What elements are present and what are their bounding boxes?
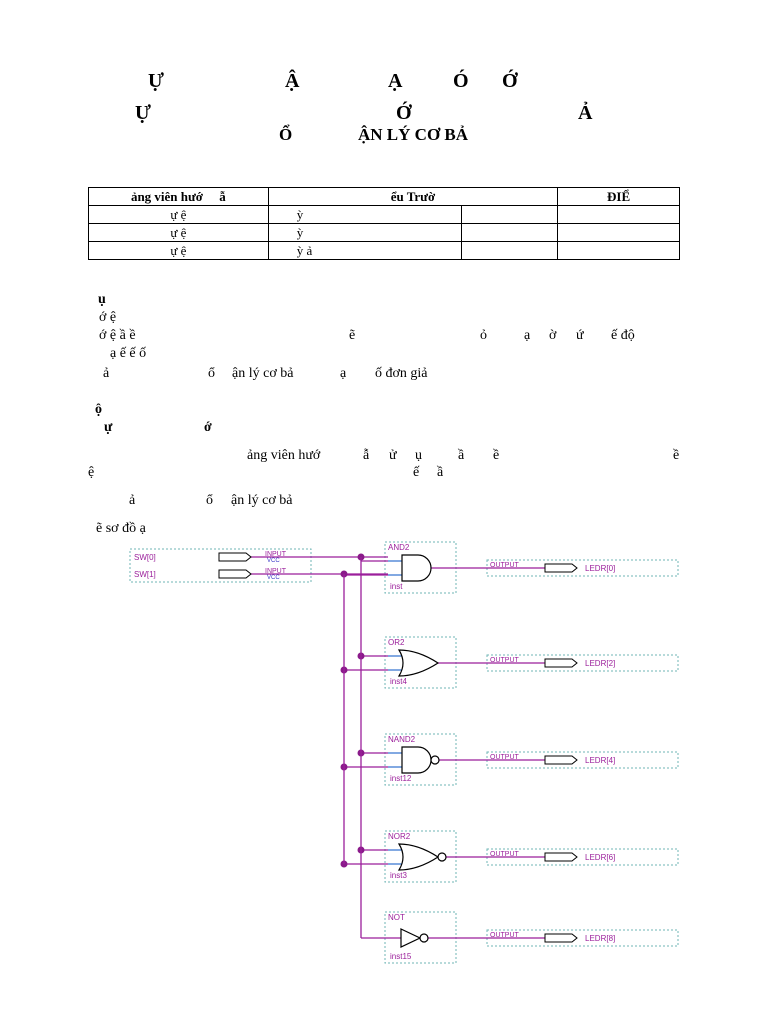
title-fragment: Ả [578, 102, 593, 124]
gate-instance-label: inst15 [390, 952, 412, 961]
input-pin-type: INPUT [265, 551, 286, 558]
inverter-bubble [420, 934, 428, 942]
gate-symbol [399, 844, 438, 870]
body-text: ổ [208, 366, 215, 381]
body-text: ổ [206, 493, 213, 508]
body-text: ận lý cơ bả [232, 366, 294, 381]
body-text: ề [673, 448, 680, 463]
table-cell: ự ệ [89, 224, 269, 242]
input-pin-name: SW[1] [134, 570, 156, 579]
title-fragment: Ổ [279, 125, 293, 144]
gate-type-label: NOR2 [388, 832, 411, 841]
gate-type-label: NOT [388, 913, 405, 922]
title-fragment: ẬN LÝ CƠ BẢ [358, 125, 469, 144]
section-heading: ộ [95, 402, 102, 417]
gate-type-label: NAND2 [388, 735, 416, 744]
body-text: ảng viên hướ [247, 448, 321, 463]
gate-type-label: AND2 [388, 543, 410, 552]
not-gate-symbol [401, 929, 420, 947]
body-text: ả [129, 493, 136, 508]
gate-instance-label: inst4 [390, 677, 407, 686]
input-pin-type: INPUT [265, 568, 286, 575]
output-pin-name: LEDR[2] [585, 659, 616, 668]
output-pin-type: OUTPUT [490, 754, 519, 761]
subheading: ự [104, 420, 113, 435]
gate-symbol [402, 555, 431, 581]
output-pin-type: OUTPUT [490, 562, 519, 569]
body-text: ớ ệ [99, 310, 117, 325]
table-cell: ỳ [268, 224, 462, 242]
output-pin-name: LEDR[6] [585, 853, 616, 862]
body-text: ờ [549, 328, 557, 343]
output-pin-symbol [545, 853, 577, 861]
title-fragment: Ậ [285, 70, 300, 92]
table-header-cell: ảng viên hướ ẫ [89, 188, 269, 206]
gate-instance-label: inst [390, 582, 403, 591]
body-text: ận lý cơ bả [231, 493, 293, 508]
body-text: ế độ [611, 328, 635, 343]
body-text: ầ [458, 448, 465, 463]
output-pin-symbol [545, 934, 577, 942]
gate-instance-label: inst3 [390, 871, 407, 880]
title-fragment: Ạ [388, 70, 403, 92]
input-pin-name: SW[0] [134, 553, 156, 562]
body-text: ụ [415, 448, 422, 463]
output-pin-name: LEDR[4] [585, 756, 616, 765]
title-fragment: Ớ [502, 70, 518, 92]
body-text: ớ ệ ầ ề [99, 328, 136, 343]
body-text: ạ [524, 328, 531, 343]
output-pin-type: OUTPUT [490, 851, 519, 858]
table-header-cell: ểu Trườ [268, 188, 557, 206]
gate-type-label: OR2 [388, 638, 405, 647]
gate-symbol [399, 650, 438, 676]
inverter-bubble [431, 756, 439, 764]
output-pin-type: OUTPUT [490, 657, 519, 664]
body-text: ệ [88, 465, 95, 480]
body-text: ố đơn giả [375, 366, 428, 381]
body-text: ỏ [480, 328, 487, 343]
output-pin-name: LEDR[8] [585, 934, 616, 943]
output-pin-symbol [545, 659, 577, 667]
body-text: ẫ [363, 448, 370, 463]
input-pin-symbol [219, 553, 251, 561]
table-cell: ự ệ [89, 242, 269, 260]
gate-symbol [402, 747, 431, 773]
section-heading: ụ [98, 292, 106, 307]
output-pin-symbol [545, 564, 577, 572]
inverter-bubble [438, 853, 446, 861]
body-text: ề [493, 448, 500, 463]
body-text: ầ [437, 465, 444, 480]
body-text: ả [103, 366, 110, 381]
body-text: ạ ế ế ố [110, 346, 147, 361]
output-pin-name: LEDR[0] [585, 564, 616, 573]
title-fragment: Ự [135, 102, 151, 124]
body-text: ế [413, 465, 420, 480]
input-pin-default: VCC [267, 558, 280, 564]
input-pin-symbol [219, 570, 251, 578]
body-text: ử [389, 448, 397, 463]
body-text: ứ [576, 328, 584, 343]
body-text: ạ [340, 366, 347, 381]
body-text: ẽ [349, 328, 356, 343]
table-header-cell: ĐIỂ [558, 188, 680, 206]
table-cell: ỳ [268, 206, 462, 224]
gate-instance-label: inst12 [390, 774, 412, 783]
table-cell: ỳ ả [268, 242, 462, 260]
title-fragment: Ó [453, 70, 469, 92]
subheading: ớ [204, 420, 212, 435]
output-pin-symbol [545, 756, 577, 764]
title-fragment: Ự [148, 70, 164, 92]
title-fragment: Ớ [396, 102, 412, 124]
input-pin-default: VCC [267, 575, 280, 581]
table-cell: ự ệ [89, 206, 269, 224]
output-pin-type: OUTPUT [490, 932, 519, 939]
body-text: ẽ sơ đồ ạ [96, 521, 146, 536]
